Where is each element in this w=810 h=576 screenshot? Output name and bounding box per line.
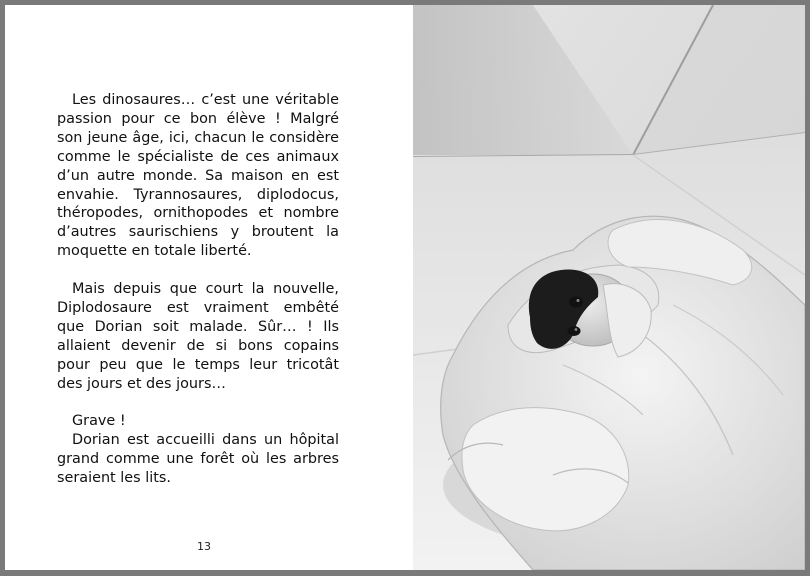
left-page [5, 5, 413, 570]
page-number: 13 [197, 540, 211, 553]
paragraph-4: Dorian est accueilli dans un hôpital grand comme une forêt où les arbres seraient les lits. [57, 432, 339, 487]
paragraph-2: Mais depuis que court la nouvelle, Diplodosaure est vraiment embêté que Dorian soit malade. Sûr… ! Ils allaient devenir de si bons copains pour peu que le temps leur tricotât des jours et des jours… [57, 281, 339, 392]
paragraph-3: Grave ! [72, 413, 126, 430]
paragraph-1: Les dinosaures… c’est une véritable passion pour ce bon élève ! Malgré son jeune âge, ici, chacun le considère comme le spécialiste de ces animaux d’un autre monde. Sa maison en est envahie. Tyrannosaures, diplodocus, théropodes, ornithopodes et nombre d’autres saurischiens y broutent la moquette en totale liberté. [57, 92, 339, 260]
story-text [57, 91, 339, 488]
clay-figure-in-bed-illustration [413, 5, 805, 570]
photo-page [413, 5, 805, 570]
